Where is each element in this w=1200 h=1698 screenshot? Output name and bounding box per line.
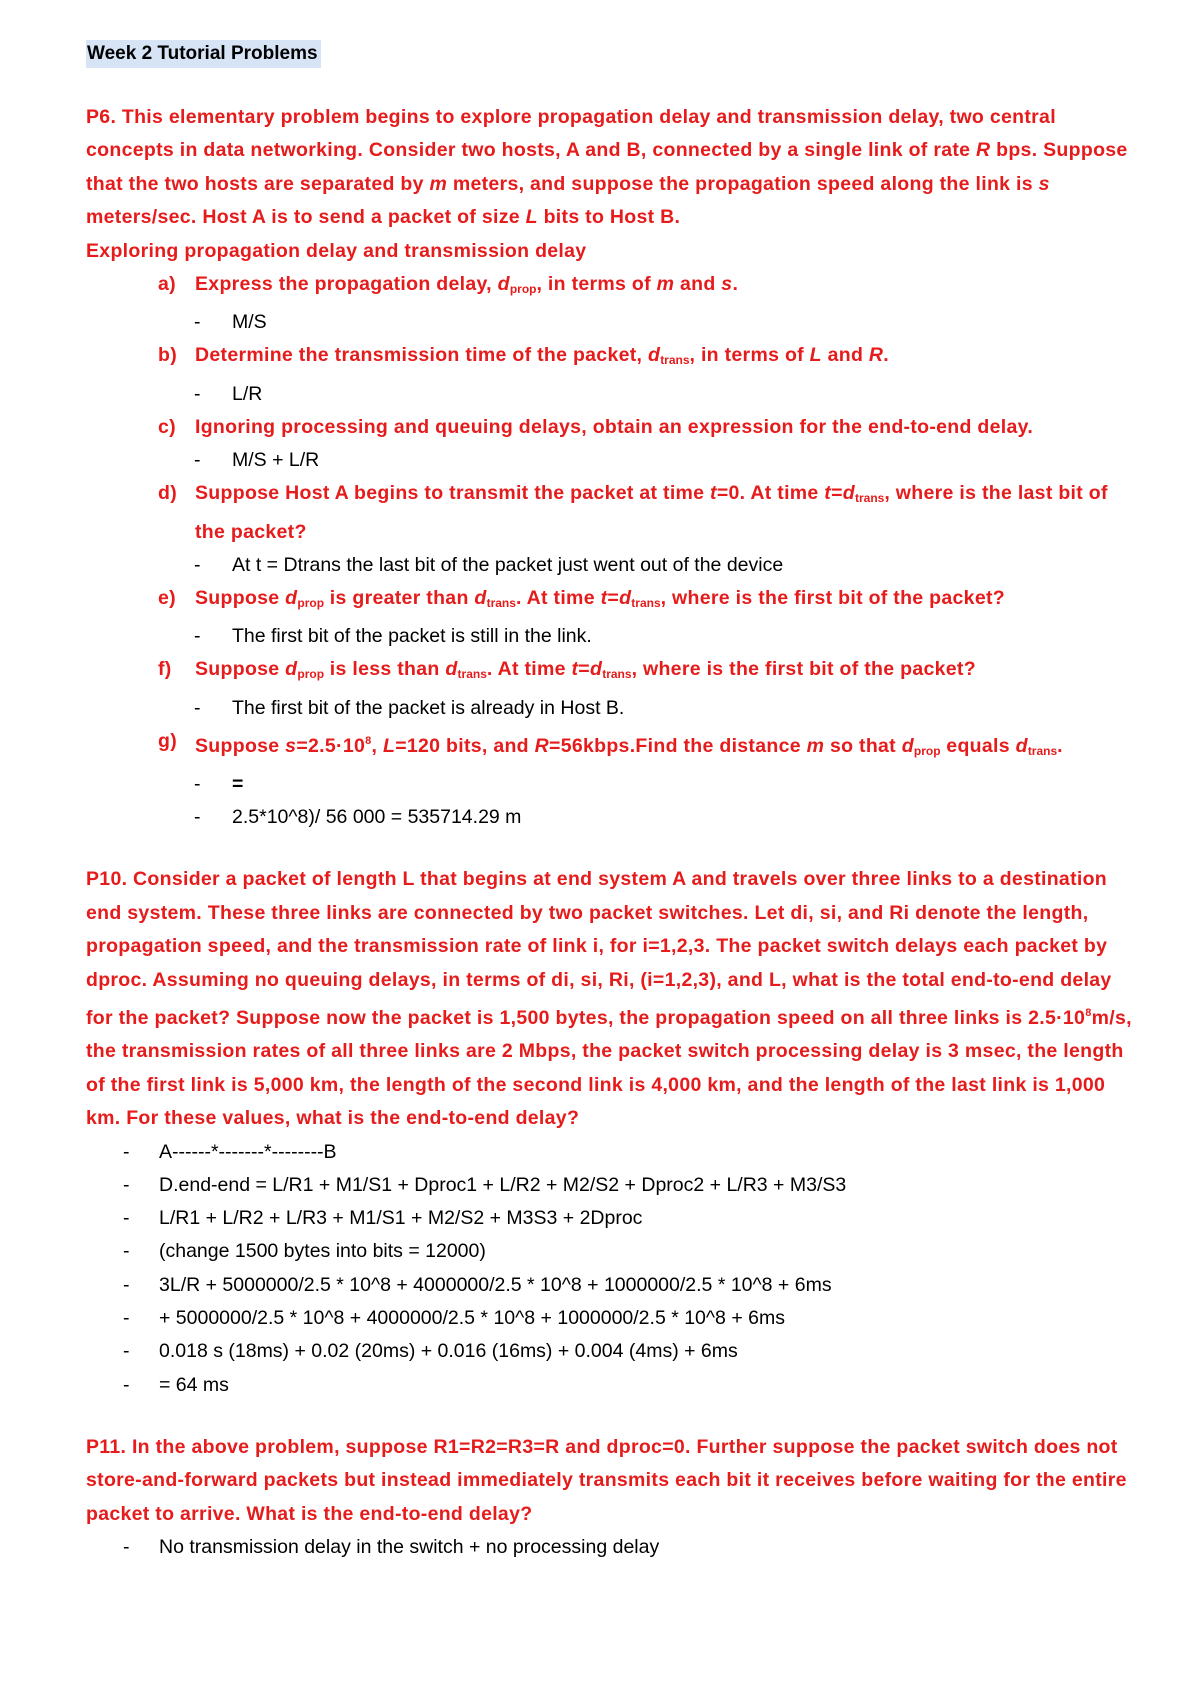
p6-answer-a: - M/S — [194, 311, 267, 334]
p6-question-f: f) Suppose $d_{prop}$ is less than $d_{trans}$. At time $t=d_{trans}$, where is the first bit of the packet? — [158, 658, 976, 682]
p6-answer-e: - The first bit of the packet is still in the link. — [194, 625, 592, 648]
p6-intro: P6. This elementary problem begins to explore propagation delay and transmission delay, two central concepts in data networking. Consider two hosts, A and B, connected by a single link of rate R bps. Suppose that the two hosts are separated by m meters, and suppose the propagation speed along the link is s meters/sec. Host A is to send a packet of size L bits to Host B. — [86, 106, 1128, 229]
p6-question-e: e) Suppose $d_{prop}$ is greater than $d_{trans}$. At time $t=d_{trans}$, where is the first bit of the packet? — [158, 587, 1005, 611]
p10-answer-1: - A------*-------*--------B — [123, 1140, 337, 1163]
p6-answer-g-2: - 2.5*10^8)/ 56 000 = 535714.29 m — [194, 806, 522, 829]
p11-question: P11. In the above problem, suppose R1=R2=R3=R and dproc=0. Further suppose the packet switch does not store-and-forward packets but instead immediately transmits each bit it receives before waiting for the entire packet to arrive. What is the end-to-end delay? — [86, 1435, 1127, 1525]
p11-answer-1: - No transmission delay in the switch + no processing delay — [123, 1536, 660, 1559]
p10-answer-4: - (change 1500 bytes into bits = 12000) — [123, 1240, 486, 1263]
p10-answer-3: - L/R1 + L/R2 + L/R3 + M1/S1 + M2/S2 + M3S3 + 2Dproc — [123, 1207, 643, 1230]
p6-question-a: a) Express the propagation delay, $d_{prop}$, in terms of m and s. — [158, 273, 739, 297]
p10-answer-7: - 0.018 s (18ms) + 0.02 (20ms) + 0.016 (16ms) + 0.004 (4ms) + 6ms — [123, 1340, 738, 1363]
p10-question: P10. Consider a packet of length L that begins at end system A and travels over three links to a destination end system. These three links are connected by two packet switches. Let di, si, and Ri denote the length, propagation speed, and the transmission rate of link i, for i=1,2,3. The packet switch delays each packet by dproc. Assuming no queuing delays, in terms of di, si, Ri, (i=1,2,3), and L, what is the total end-to-end delay for the packet? Suppose now the packet is 1,500 bytes, the propagation speed on all three links is $2.5\cdot 10^8m/s$, the transmission rates of all three links are 2 Mbps, the packet switch processing delay is 3 msec, the length of the first link is 5,000 km, the length of the second link is 4,000 km, and the length of the last link is 1,000 km. For these values, what is the end-to-end delay? — [86, 868, 1132, 1130]
document-content — [86, 40, 1136, 1564]
p6-question-g: g) Suppose $s=2.5\cdot 10^8$, L=120 bits, and R=56kbps.Find the distance m so that $d_{prop}$ equals $d_{trans}$. — [158, 729, 1063, 758]
p6-answer-d: - At t = Dtrans the last bit of the packet just went out of the device — [194, 554, 784, 577]
page-title: Week 2 Tutorial Problems — [86, 40, 321, 68]
p6-heading: Exploring propagation delay and transmission delay — [86, 239, 587, 262]
p6-answer-b: - L/R — [194, 382, 263, 405]
p10-answer-6: - + 5000000/2.5 * 10^8 + 4000000/2.5 * 10^8 + 1000000/2.5 * 10^8 + 6ms — [123, 1307, 785, 1330]
p10-answer-2: - D.end-end = L/R1 + M1/S1 + Dproc1 + L/R2 + M2/S2 + Dproc2 + L/R3 + M3/S3 — [123, 1173, 847, 1196]
p6-question-c: c) Ignoring processing and queuing delays, obtain an expression for the end-to-end delay. — [158, 415, 1034, 438]
p10-answer-8: - = 64 ms — [123, 1373, 229, 1396]
p6-answer-g-1: - = — [194, 773, 244, 796]
p6-answer-f: - The first bit of the packet is already in Host B. — [194, 696, 625, 719]
p10-answer-5: - 3L/R + 5000000/2.5 * 10^8 + 4000000/2.5 * 10^8 + 1000000/2.5 * 10^8 + 6ms — [123, 1273, 832, 1296]
p6-question-d: d) Suppose Host A begins to transmit the packet at time t=0. At time $t=d_{trans}$, where is the last bit of the packet? — [158, 482, 1108, 543]
p6-answer-c: - M/S + L/R — [194, 449, 320, 472]
p6-question-b: b) Determine the transmission time of the packet, $d_{trans}$, in terms of L and R. — [158, 344, 890, 368]
